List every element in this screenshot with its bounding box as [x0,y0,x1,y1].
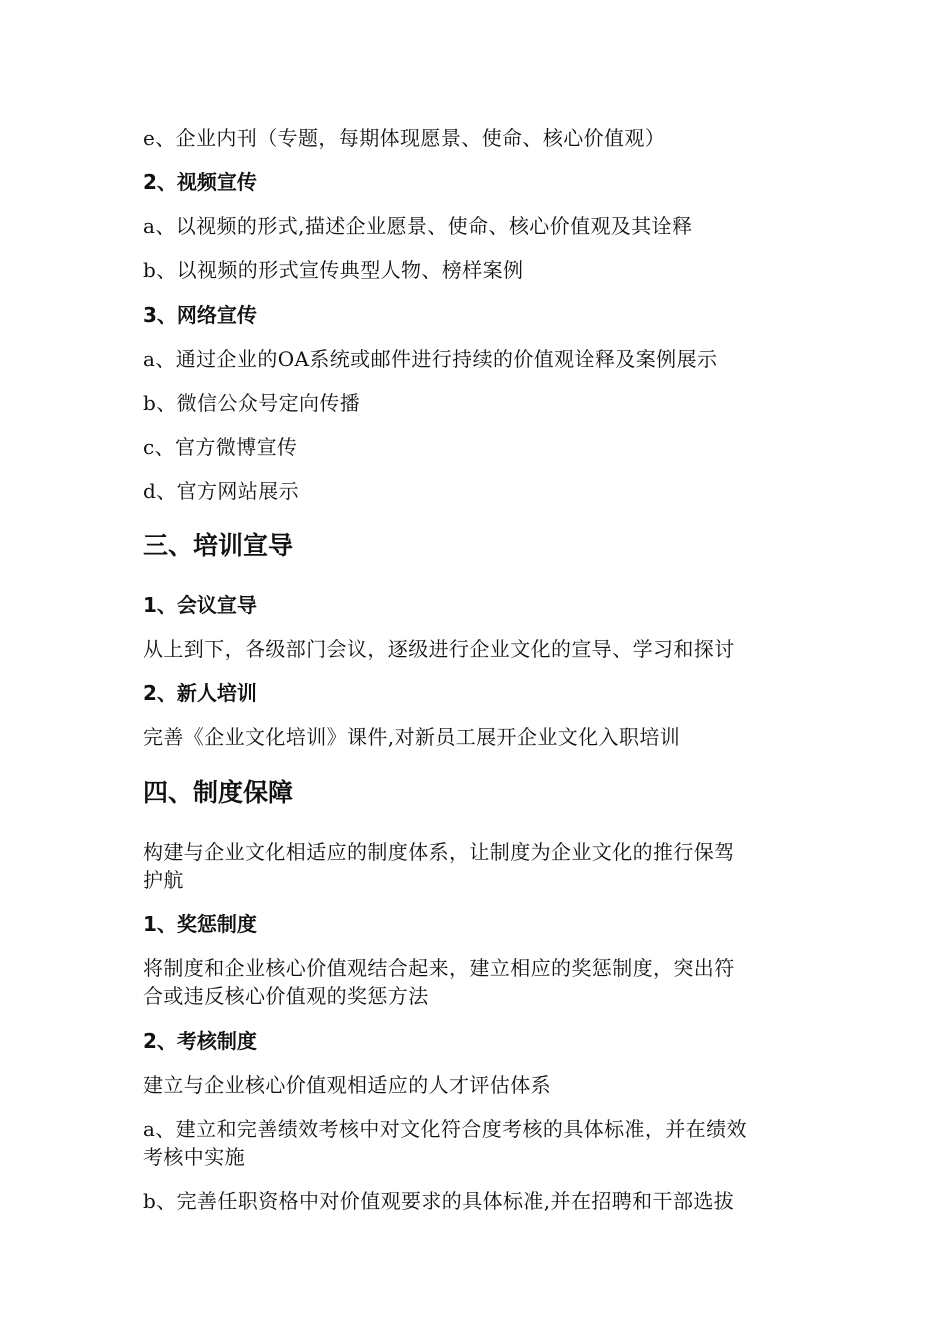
list-item: a、以视频的形式,描述企业愿景、使命、核心价值观及其诠释 [143,214,693,238]
paragraph-line: b、完善任职资格中对价值观要求的具体标准,并在招聘和干部选拔 [143,1189,735,1213]
subheading: 2、新人培训 [143,681,257,705]
paragraph: 完善《企业文化培训》课件,对新员工展开企业文化入职培训 [143,725,681,749]
paragraph-line: 将制度和企业核心价值观结合起来，建立相应的奖惩制度，突出符 [143,956,735,980]
section-heading: 三、培训宣导 [143,531,294,560]
paragraph-line: 构建与企业文化相适应的制度体系，让制度为企业文化的推行保驾 [143,840,735,864]
list-item: b、以视频的形式宣传典型人物、榜样案例 [143,258,524,282]
list-item: c、官方微博宣传 [143,435,298,459]
subheading: 2、视频宣传 [143,170,257,194]
list-item: b、微信公众号定向传播 [143,391,361,415]
list-item: d、官方网站展示 [143,479,300,503]
subheading: 2、考核制度 [143,1029,257,1053]
subheading: 1、奖惩制度 [143,912,257,936]
paragraph-line: 考核中实施 [143,1145,245,1169]
subheading: 3、网络宣传 [143,303,257,327]
subheading: 1、会议宣导 [143,593,257,617]
list-item: a、通过企业的OA系统或邮件进行持续的价值观诠释及案例展示 [143,347,718,371]
paragraph: 从上到下，各级部门会议，逐级进行企业文化的宣导、学习和探讨 [143,637,735,661]
paragraph-line: 护航 [143,868,184,892]
list-item: e、企业内刊（专题，每期体现愿景、使命、核心价值观） [143,126,666,150]
section-heading: 四、制度保障 [143,778,294,807]
paragraph: 建立与企业核心价值观相适应的人才评估体系 [143,1073,551,1097]
paragraph-line: 合或违反核心价值观的奖惩方法 [143,984,429,1008]
paragraph-line: a、建立和完善绩效考核中对文化符合度考核的具体标准，并在绩效 [143,1117,747,1141]
